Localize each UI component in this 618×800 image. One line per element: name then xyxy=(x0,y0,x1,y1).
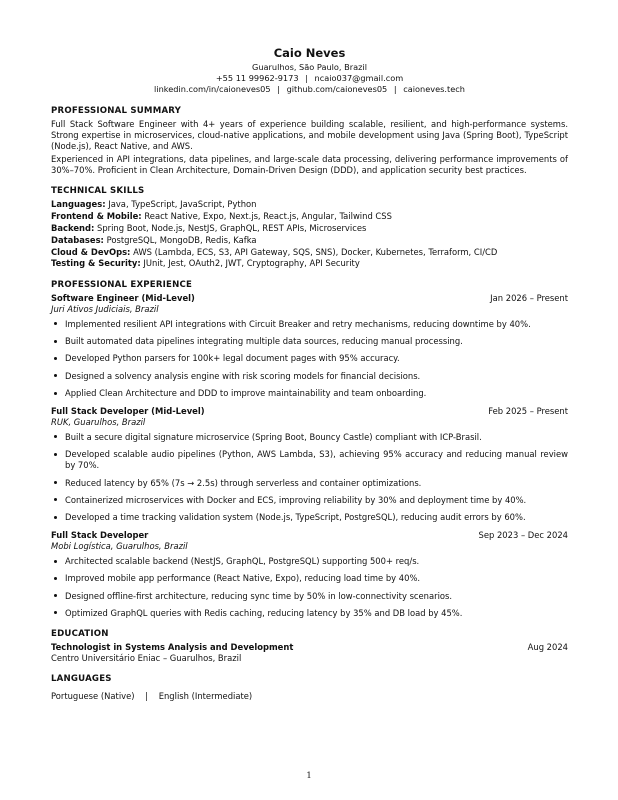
job-date: Sep 2023 – Dec 2024 xyxy=(478,530,568,541)
bullet-item: Reduced latency by 65% (7s → 2.5s) through serverless and container optimizations. xyxy=(51,478,568,489)
job-bullets xyxy=(51,556,568,619)
skill-frontend xyxy=(51,211,568,223)
bullet-item: Developed Python parsers for 100k+ legal document pages with 95% accuracy. xyxy=(51,353,568,364)
bullet-item: Applied Clean Architecture and DDD to improve maintainability and team onboarding. xyxy=(51,388,568,399)
skill-value: Java, TypeScript, JavaScript, Python xyxy=(108,199,257,210)
bullet-item: Architected scalable backend (NestJS, GraphQL, PostgreSQL) supporting 500+ req/s. xyxy=(51,556,568,567)
resume-header xyxy=(51,47,568,96)
job-head xyxy=(51,406,568,417)
resume-page xyxy=(51,47,568,702)
job-head xyxy=(51,530,568,541)
skill-value: PostgreSQL, MongoDB, Redis, Kafka xyxy=(106,234,257,245)
links-line xyxy=(51,84,568,95)
github-link[interactable]: github.com/caioneves05 xyxy=(286,84,388,95)
job-organization: RUK, Guarulhos, Brazil xyxy=(51,417,146,428)
degree: Technologist in Systems Analysis and Development xyxy=(51,642,294,653)
summary-paragraph: Full Stack Software Engineer with 4+ years of experience building scalable, resilient, and high-performance systems. Strong expertise in microservices, cloud-native applications, and mobile development using Java (Spring Boot), TypeScript (Node.js), React Native, and AWS. xyxy=(51,118,568,152)
separator: | xyxy=(145,690,149,701)
skill-backend xyxy=(51,223,568,235)
bullet-item: Developed a time tracking validation system (Node.js, TypeScript, PostgreSQL), reducing audit errors by 60%. xyxy=(51,512,568,523)
bullet-item: Containerized microservices with Docker and ECS, improving reliability by 30% and deployment time by 40%. xyxy=(51,495,568,506)
job-bullets xyxy=(51,319,568,399)
language-item: English (Intermediate) xyxy=(158,690,253,701)
bullet-item: Built a secure digital signature microservice (Spring Boot, Bouncy Castle) compliant with ICP-Brasil. xyxy=(51,432,568,443)
candidate-name: Caio Neves xyxy=(273,46,346,60)
language-item: Portuguese (Native) xyxy=(51,690,135,701)
bullet-item: Improved mobile app performance (React Native, Expo), reducing load time by 40%. xyxy=(51,573,568,584)
bullet-item: Implemented resilient API integrations with Circuit Breaker and retry mechanisms, reducing downtime by 40%. xyxy=(51,319,568,330)
skill-label: Databases: xyxy=(51,234,104,245)
job-entry xyxy=(51,530,568,619)
website-link[interactable]: caioneves.tech xyxy=(403,84,465,95)
email-link[interactable]: ncaio037@gmail.com xyxy=(314,73,404,84)
skill-label: Frontend & Mobile: xyxy=(51,211,142,222)
separator: | xyxy=(277,84,280,95)
institution: Centro Universitário Eniac – Guarulhos, Brazil xyxy=(51,652,242,663)
job-organization: Mobi Logística, Guarulhos, Brazil xyxy=(51,541,188,552)
page-number: 1 xyxy=(306,770,312,780)
job-entry xyxy=(51,406,568,523)
skill-value: AWS (Lambda, ECS, S3, API Gateway, SQS, SNS), Docker, Kubernetes, Terraform, CI/CD xyxy=(133,246,498,257)
job-title: Software Engineer (Mid-Level) xyxy=(51,293,195,304)
separator: | xyxy=(305,73,308,84)
separator: | xyxy=(393,84,397,95)
bullet-item: Built automated data pipelines integrating multiple data sources, reducing manual processing. xyxy=(51,336,568,347)
skill-label: Backend: xyxy=(51,222,95,233)
skill-value: Spring Boot, Node.js, NestJS, GraphQL, REST APIs, Microservices xyxy=(97,222,367,233)
job-title: Full Stack Developer (Mid-Level) xyxy=(51,406,205,417)
summary-paragraph: Experienced in API integrations, data pipelines, and large-scale data processing, delivering performance improvements of 30%–70%. Proficient in Clean Architecture, Domain-Driven Design (DDD), and application security best practices. xyxy=(51,153,568,176)
education-heading: EDUCATION xyxy=(51,629,109,640)
bullet-item: Designed a solvency analysis engine with risk scoring models for financial decisions. xyxy=(51,371,568,382)
skills-list xyxy=(51,199,568,270)
languages-heading: LANGUAGES xyxy=(51,673,112,684)
skill-cloud xyxy=(51,247,568,259)
skill-label: Testing & Security: xyxy=(51,258,141,269)
job-date: Jan 2026 – Present xyxy=(490,293,568,304)
job-entry xyxy=(51,293,568,399)
skill-value: JUnit, Jest, OAuth2, JWT, Cryptography, API Security xyxy=(143,258,360,269)
job-date: Feb 2025 – Present xyxy=(488,406,568,417)
bullet-item: Designed offline-first architecture, reducing sync time by 50% in low-connectivity scenarios. xyxy=(51,591,568,602)
education-date: Aug 2024 xyxy=(527,642,568,653)
skill-value: React Native, Expo, Next.js, React.js, Angular, Tailwind CSS xyxy=(144,211,392,222)
bullet-item: Optimized GraphQL queries with Redis caching, reducing latency by 35% and DB load by 45%. xyxy=(51,608,568,619)
location: Guarulhos, São Paulo, Brazil xyxy=(252,61,367,72)
linkedin-link[interactable]: linkedin.com/in/caioneves05 xyxy=(154,84,271,95)
phone: +55 11 99962-9173 xyxy=(215,73,299,84)
skill-label: Cloud & DevOps: xyxy=(51,246,131,257)
bullet-item: Developed scalable audio pipelines (Python, AWS Lambda, S3), achieving 95% accuracy and reducing manual review by 70%. xyxy=(51,449,568,471)
experience-heading: PROFESSIONAL EXPERIENCE xyxy=(51,280,193,291)
job-organization: Juri Ativos Judiciais, Brazil xyxy=(51,303,159,314)
summary-heading: PROFESSIONAL SUMMARY xyxy=(51,105,182,116)
contact-line xyxy=(51,73,568,84)
skill-testing xyxy=(51,258,568,270)
skill-databases xyxy=(51,235,568,247)
job-head xyxy=(51,293,568,304)
skill-languages xyxy=(51,199,568,211)
job-title: Full Stack Developer xyxy=(51,530,149,541)
skill-label: Languages: xyxy=(51,199,106,210)
languages-line xyxy=(51,691,568,702)
job-bullets xyxy=(51,432,568,523)
education-entry xyxy=(51,642,568,653)
skills-heading: TECHNICAL SKILLS xyxy=(51,186,145,197)
